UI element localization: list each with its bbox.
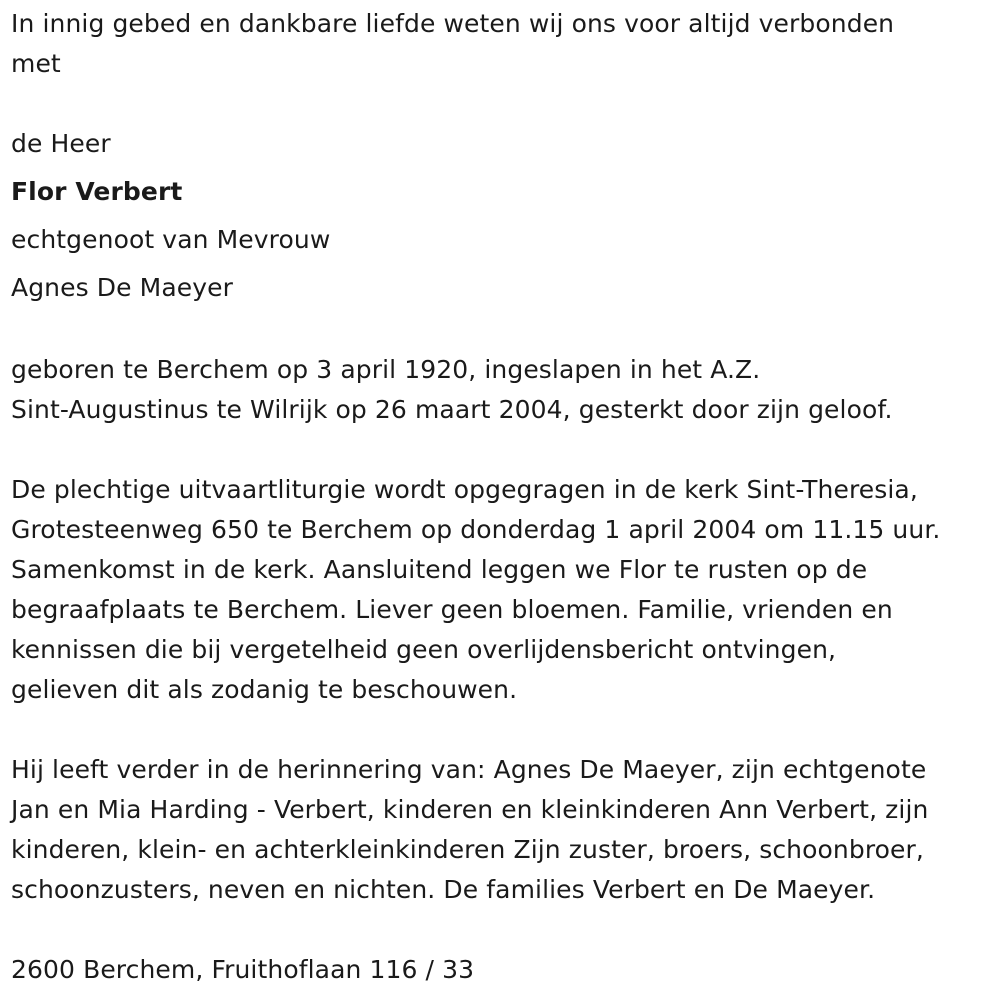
spacer: [11, 84, 986, 124]
remembrance-line: schoonzusters, neven en nichten. De families Verbert en De Maeyer.: [11, 875, 876, 904]
funeral-line: begraafplaats te Berchem. Liever geen bloemen. Familie, vrienden en: [11, 595, 893, 624]
spouse-name: Agnes De Maeyer: [11, 273, 233, 302]
birth-line: geboren te Berchem op 3 april 1920, ingeslapen in het A.Z.: [11, 355, 761, 384]
remembrance-line: kinderen, klein- en achterkleinkinderen Zijn zuster, broers, schoonbroer,: [11, 835, 924, 864]
funeral-line: Grotesteenweg 650 te Berchem op donderdag 1 april 2004 om 11.15 uur.: [11, 515, 941, 544]
spacer: [11, 312, 986, 350]
death-notice: [11, 0, 986, 990]
funeral-line: Samenkomst in de kerk. Aansluitend leggen we Flor te rusten op de: [11, 555, 868, 584]
honorific: de Heer: [11, 129, 111, 158]
death-line: Sint-Augustinus te Wilrijk op 26 maart 2004, gesterkt door zijn geloof.: [11, 395, 893, 424]
intro-line: met: [11, 49, 61, 78]
remembrance-line: Hij leeft verder in de herinnering van: Agnes De Maeyer, zijn echtgenote: [11, 755, 927, 784]
remembrance-paragraph: [11, 750, 986, 910]
deceased-name: Flor Verbert: [11, 177, 183, 206]
remembrance-line: Jan en Mia Harding - Verbert, kinderen en kleinkinderen Ann Verbert, zijn: [11, 795, 929, 824]
spouse-label: echtgenoot van Mevrouw: [11, 225, 331, 254]
deceased-block: [11, 120, 986, 312]
birth-death-paragraph: [11, 350, 986, 430]
funeral-line: De plechtige uitvaartliturgie wordt opgegragen in de kerk Sint-Theresia,: [11, 475, 918, 504]
funeral-paragraph: [11, 470, 986, 710]
intro-line: In innig gebed en dankbare liefde weten wij ons voor altijd verbonden: [11, 9, 895, 38]
spacer: [11, 710, 986, 750]
intro-paragraph: [11, 0, 986, 84]
spacer: [11, 430, 986, 470]
funeral-line: gelieven dit als zodanig te beschouwen.: [11, 675, 518, 704]
funeral-line: kennissen die bij vergetelheid geen overlijdensbericht ontvingen,: [11, 635, 837, 664]
address: 2600 Berchem, Fruithoflaan 116 / 33: [11, 955, 475, 984]
spacer: [11, 910, 986, 950]
